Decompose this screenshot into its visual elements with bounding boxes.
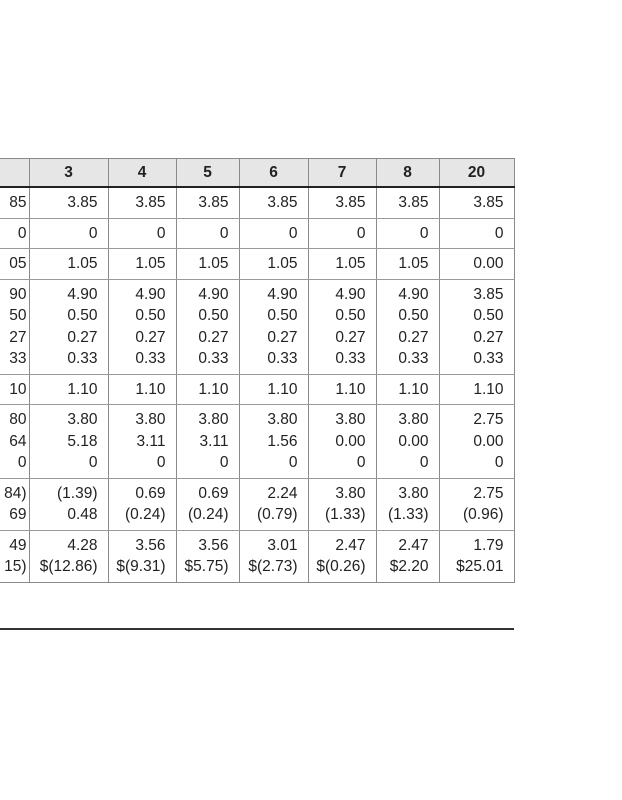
- table-cell: [308, 218, 376, 249]
- table-cell: [439, 249, 514, 280]
- table-cell: [308, 249, 376, 280]
- cell-value: 0.00: [473, 432, 504, 450]
- table-cell: [239, 187, 308, 218]
- cell-value: 3.80: [335, 484, 366, 502]
- column-header: 5: [176, 159, 239, 188]
- table-cell: [0, 218, 29, 249]
- table-cell: [376, 187, 439, 218]
- column-header: 6: [239, 159, 308, 188]
- table-cell: [308, 374, 376, 405]
- cell-value: 15): [4, 558, 27, 575]
- cell-value: 1.10: [473, 380, 504, 398]
- cell-value: 0.50: [135, 307, 166, 324]
- table-row: [0, 249, 514, 280]
- cell-value: 0.00: [398, 432, 429, 450]
- table-row: [0, 405, 514, 479]
- cell-value: $(9.31): [116, 558, 166, 575]
- cell-value: 0: [17, 224, 27, 242]
- table-row: [0, 218, 514, 249]
- table-cell: [29, 279, 108, 374]
- cell-value: 0.27: [135, 328, 166, 346]
- cell-value: 1.05: [335, 255, 366, 272]
- table-cell: [176, 530, 239, 582]
- cell-value: 2.47: [398, 536, 429, 554]
- cell-value: (0.24): [125, 506, 166, 523]
- cell-value: 5.18: [67, 432, 98, 450]
- cell-value: 0: [494, 224, 504, 242]
- cell-value: 49: [9, 536, 27, 554]
- cell-value: 3.56: [198, 536, 229, 554]
- cell-value: 3.11: [136, 432, 166, 450]
- cell-value: 85: [9, 194, 27, 211]
- cell-value: 0: [219, 224, 229, 242]
- table-cell: [239, 279, 308, 374]
- cell-value: 1.10: [198, 380, 229, 398]
- table-cell: [0, 279, 29, 374]
- data-table: [0, 158, 515, 583]
- table-cell: [176, 218, 239, 249]
- table-cell: [176, 405, 239, 479]
- cell-value: 10: [9, 380, 27, 398]
- table-cell: [108, 478, 176, 530]
- table-cell: [29, 218, 108, 249]
- table-cell: [376, 279, 439, 374]
- cell-value: 0.27: [198, 328, 229, 346]
- cell-value: 0.50: [267, 307, 298, 324]
- cell-value: 0: [219, 454, 229, 471]
- cell-value: 3.56: [135, 536, 166, 554]
- table-row: [0, 530, 514, 582]
- table-cell: [239, 218, 308, 249]
- cell-value: 0: [288, 224, 298, 242]
- table-cell: [29, 530, 108, 582]
- cell-value: 3.80: [398, 411, 429, 428]
- cell-value: 1.05: [198, 255, 229, 272]
- table-cell: [308, 187, 376, 218]
- table-cell: [108, 218, 176, 249]
- header-row: [0, 159, 514, 188]
- table-cell: [239, 478, 308, 530]
- column-header: [0, 159, 29, 188]
- table-cell: [376, 374, 439, 405]
- table-cell: [439, 478, 514, 530]
- table-cell: [108, 279, 176, 374]
- cell-value: 3.85: [67, 194, 98, 211]
- cell-value: 4.90: [67, 285, 98, 303]
- cell-value: 27: [9, 328, 27, 346]
- cell-value: 1.10: [335, 380, 366, 398]
- table-cell: [439, 405, 514, 479]
- table-cell: [376, 478, 439, 530]
- cell-value: 0.50: [198, 307, 229, 324]
- cell-value: 0: [156, 454, 166, 471]
- table-cell: [239, 249, 308, 280]
- cell-value: 3.85: [335, 194, 366, 211]
- cell-value: (0.96): [463, 506, 504, 523]
- table-cell: [439, 187, 514, 218]
- table-cell: [376, 530, 439, 582]
- column-header: 7: [308, 159, 376, 188]
- cell-value: 2.47: [335, 536, 366, 554]
- table-cell: [0, 187, 29, 218]
- cell-value: 0.33: [67, 350, 98, 367]
- table-cell: [308, 405, 376, 479]
- cell-value: 0.27: [398, 328, 429, 346]
- table-cell: [176, 279, 239, 374]
- cell-value: (1.33): [325, 506, 366, 523]
- table-cell: [0, 405, 29, 479]
- cell-value: 0.48: [67, 506, 98, 523]
- table-cell: [108, 530, 176, 582]
- table-cell: [0, 374, 29, 405]
- cell-value: 0.50: [398, 307, 429, 324]
- table-cell: [176, 187, 239, 218]
- table-cell: [29, 374, 108, 405]
- cell-value: 0.69: [198, 484, 229, 502]
- table-row: [0, 374, 514, 405]
- cell-value: 1.10: [267, 380, 298, 398]
- cell-value: 0: [494, 454, 504, 471]
- table-cell: [239, 374, 308, 405]
- cell-value: 4.90: [398, 285, 429, 303]
- cell-value: 0.33: [135, 350, 166, 367]
- cell-value: 1.05: [398, 255, 429, 272]
- table-cell: [0, 478, 29, 530]
- column-header: 4: [108, 159, 176, 188]
- column-header: 8: [376, 159, 439, 188]
- cell-value: 1.79: [473, 536, 504, 554]
- table-row: [0, 279, 514, 374]
- table-cell: [29, 249, 108, 280]
- table-cell: [439, 279, 514, 374]
- table-cell: [108, 249, 176, 280]
- cell-value: 0.33: [198, 350, 229, 367]
- cell-value: 0: [356, 224, 366, 242]
- cell-value: 0.50: [335, 307, 366, 324]
- column-header: 20: [439, 159, 514, 188]
- bottom-rule: [0, 628, 514, 630]
- cell-value: 3.85: [398, 194, 429, 211]
- cell-value: 4.90: [135, 285, 166, 303]
- cell-value: 0: [88, 224, 98, 242]
- cell-value: 3.80: [267, 411, 298, 428]
- cell-value: 1.10: [67, 380, 98, 398]
- cell-value: 0.27: [267, 328, 298, 346]
- table-cell: [376, 249, 439, 280]
- cell-value: 0.00: [473, 255, 504, 272]
- table-cell: [176, 249, 239, 280]
- column-header: 3: [29, 159, 108, 188]
- table-row: [0, 478, 514, 530]
- table-cell: [308, 478, 376, 530]
- cell-value: 0.33: [473, 350, 504, 367]
- cell-value: 2.24: [267, 484, 298, 502]
- cell-value: $(2.73): [248, 558, 298, 575]
- cell-value: 64: [9, 432, 27, 450]
- cell-value: 3.85: [473, 285, 504, 303]
- table-cell: [239, 530, 308, 582]
- cell-value: 4.90: [335, 285, 366, 303]
- cell-value: 3.85: [267, 194, 298, 211]
- cell-value: 2.75: [473, 484, 504, 502]
- table-cell: [439, 530, 514, 582]
- cell-value: 2.75: [473, 411, 504, 428]
- cell-value: 05: [9, 255, 27, 272]
- cell-value: 1.05: [135, 255, 166, 272]
- cell-value: 3.11: [199, 432, 229, 450]
- cell-value: 0.27: [473, 328, 504, 346]
- cell-value: (0.79): [257, 506, 298, 523]
- cell-value: 0.33: [335, 350, 366, 367]
- cell-value: 1.10: [135, 380, 166, 398]
- cell-value: 3.80: [398, 484, 429, 502]
- cell-value: 1.05: [67, 255, 98, 272]
- cell-value: 3.80: [135, 411, 166, 428]
- cell-value: 1.10: [398, 380, 429, 398]
- cell-value: 0.50: [67, 307, 98, 324]
- cell-value: 33: [9, 350, 27, 367]
- cell-value: 3.85: [198, 194, 229, 211]
- cell-value: 0: [419, 454, 429, 471]
- table-cell: [308, 530, 376, 582]
- cell-value: 0: [356, 454, 366, 471]
- table-cell: [29, 478, 108, 530]
- cell-value: 0.00: [335, 432, 366, 450]
- cell-value: 4.28: [67, 536, 98, 554]
- cell-value: 0.69: [135, 484, 166, 502]
- cell-value: 4.90: [267, 285, 298, 303]
- table-cell: [0, 530, 29, 582]
- table-cell: [376, 405, 439, 479]
- cell-value: $2.20: [389, 558, 429, 575]
- table-cell: [108, 405, 176, 479]
- cell-value: $(12.86): [39, 558, 98, 575]
- cell-value: 50: [9, 307, 27, 324]
- cell-value: 0: [156, 224, 166, 242]
- cell-value: $(0.26): [316, 558, 366, 575]
- cell-value: $5.75): [184, 558, 229, 575]
- cell-value: 84): [4, 484, 27, 502]
- table-cell: [108, 374, 176, 405]
- cell-value: 0.33: [267, 350, 298, 367]
- cell-value: 3.85: [473, 194, 504, 211]
- table-cell: [176, 374, 239, 405]
- cell-value: 3.80: [67, 411, 98, 428]
- cell-value: 0.27: [67, 328, 98, 346]
- table-cell: [0, 249, 29, 280]
- cell-value: 3.01: [267, 536, 298, 554]
- table-cell: [29, 187, 108, 218]
- cell-value: 0: [17, 454, 27, 471]
- table-cell: [376, 218, 439, 249]
- cell-value: (0.24): [188, 506, 229, 523]
- cell-value: 1.56: [267, 432, 298, 450]
- table-cell: [439, 218, 514, 249]
- cell-value: 69: [9, 506, 27, 523]
- table-body: [0, 187, 514, 582]
- cell-value: 0.50: [473, 307, 504, 324]
- cell-value: 3.80: [198, 411, 229, 428]
- table-cell: [439, 374, 514, 405]
- cell-value: 0: [88, 454, 98, 471]
- table-cell: [176, 478, 239, 530]
- table-row: [0, 187, 514, 218]
- cell-value: $25.01: [456, 558, 504, 575]
- table-cell: [239, 405, 308, 479]
- cell-value: 90: [9, 285, 27, 303]
- cell-value: 3.80: [335, 411, 366, 428]
- table-cell: [108, 187, 176, 218]
- cell-value: 0: [288, 454, 298, 471]
- cell-value: 1.05: [267, 255, 298, 272]
- table-cell: [29, 405, 108, 479]
- table-cell: [308, 279, 376, 374]
- cell-value: (1.39): [57, 484, 98, 502]
- cell-value: 3.85: [135, 194, 166, 211]
- cell-value: 0.27: [335, 328, 366, 346]
- cell-value: 0.33: [398, 350, 429, 367]
- cell-value: 80: [9, 411, 27, 428]
- cell-value: (1.33): [388, 506, 429, 523]
- cell-value: 0: [419, 224, 429, 242]
- cell-value: 4.90: [198, 285, 229, 303]
